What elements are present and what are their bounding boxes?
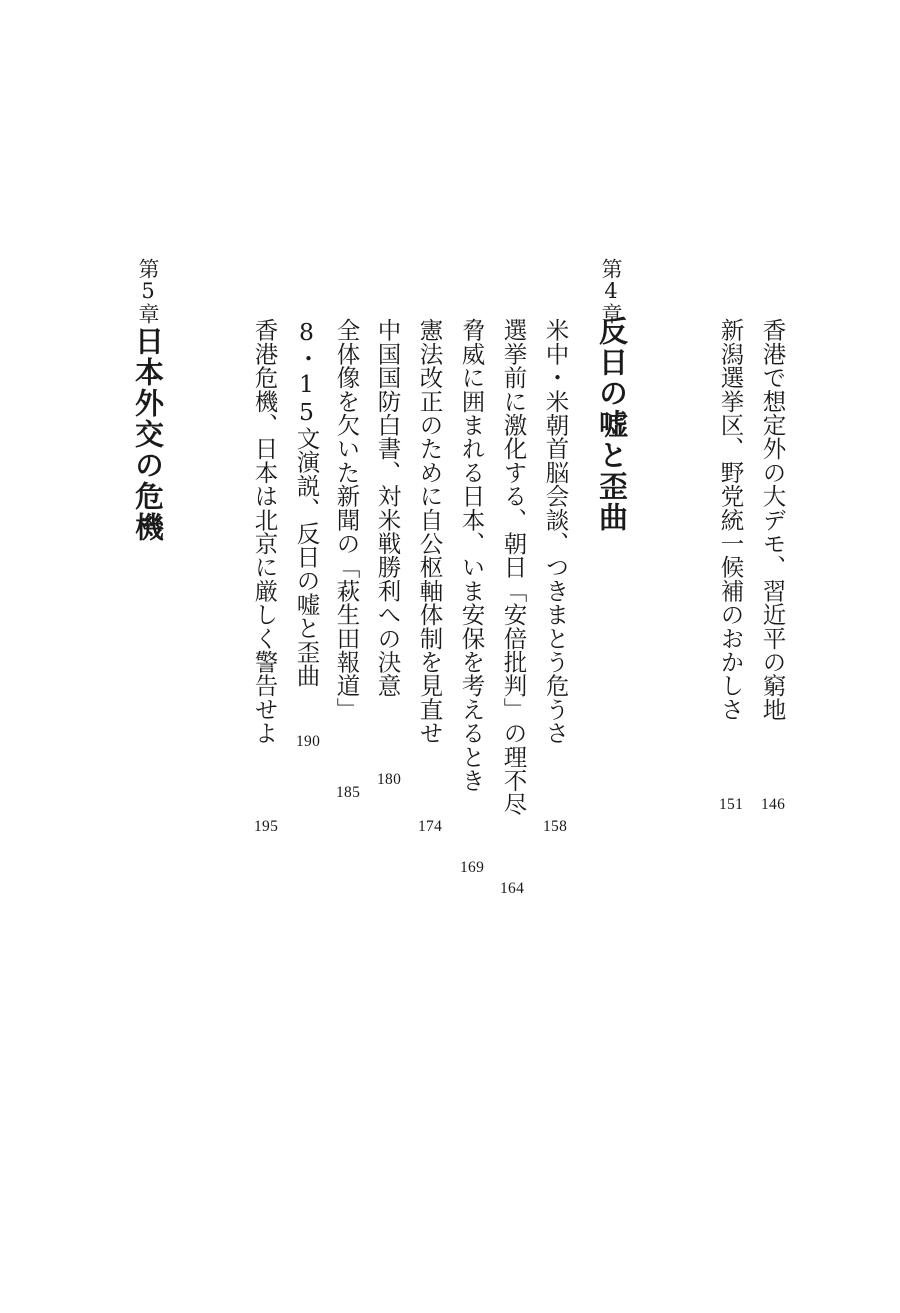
- toc-entry-title: 選挙前に激化する、朝日「安倍批判」の理不尽: [499, 318, 528, 816]
- toc-entry-page: 180: [377, 771, 402, 788]
- toc-entry-page: 151: [719, 796, 744, 813]
- toc-entry-page: 158: [543, 818, 568, 835]
- toc-entry-title: 香港で想定外の大デモ、習近平の窮地: [758, 318, 787, 721]
- toc-entry-title: 憲法改正のために自公枢軸体制を見直せ: [415, 318, 444, 745]
- chapter-label: 第4章: [599, 258, 623, 324]
- toc-entry-page: 169: [460, 859, 485, 876]
- toc-entry-page: 146: [761, 796, 786, 813]
- chapter-label: 第5章: [136, 258, 160, 324]
- toc-entry-title: 脅威に囲まれる日本、いま安保を考えるとき: [457, 318, 486, 792]
- toc-entry-title: 米中・米朝首脳会談、つきまとう危うさ: [541, 318, 570, 745]
- toc-entry-title: 中国国防白書、対米戦勝利への決意: [373, 318, 402, 698]
- toc-entry-title: 新潟選挙区、野党統一候補のおかしさ: [716, 318, 745, 721]
- toc-entry-title: 8・15文演説、反日の嘘と歪曲: [292, 318, 321, 687]
- chapter-title: 反日の嘘と歪曲: [595, 316, 629, 533]
- toc-entry-title: 全体像を欠いた新聞の「萩生田報道」: [332, 318, 361, 721]
- toc-entry-page: 195: [254, 818, 279, 835]
- toc-entry-page: 174: [418, 818, 443, 835]
- toc-entry-page: 164: [500, 880, 525, 897]
- toc-entry-title: 香港危機、日本は北京に厳しく警告せよ: [250, 318, 279, 745]
- toc-entry-page: 190: [296, 733, 321, 750]
- toc-entry-page: 185: [336, 784, 361, 801]
- chapter-title: 日本外交の危機: [131, 326, 165, 543]
